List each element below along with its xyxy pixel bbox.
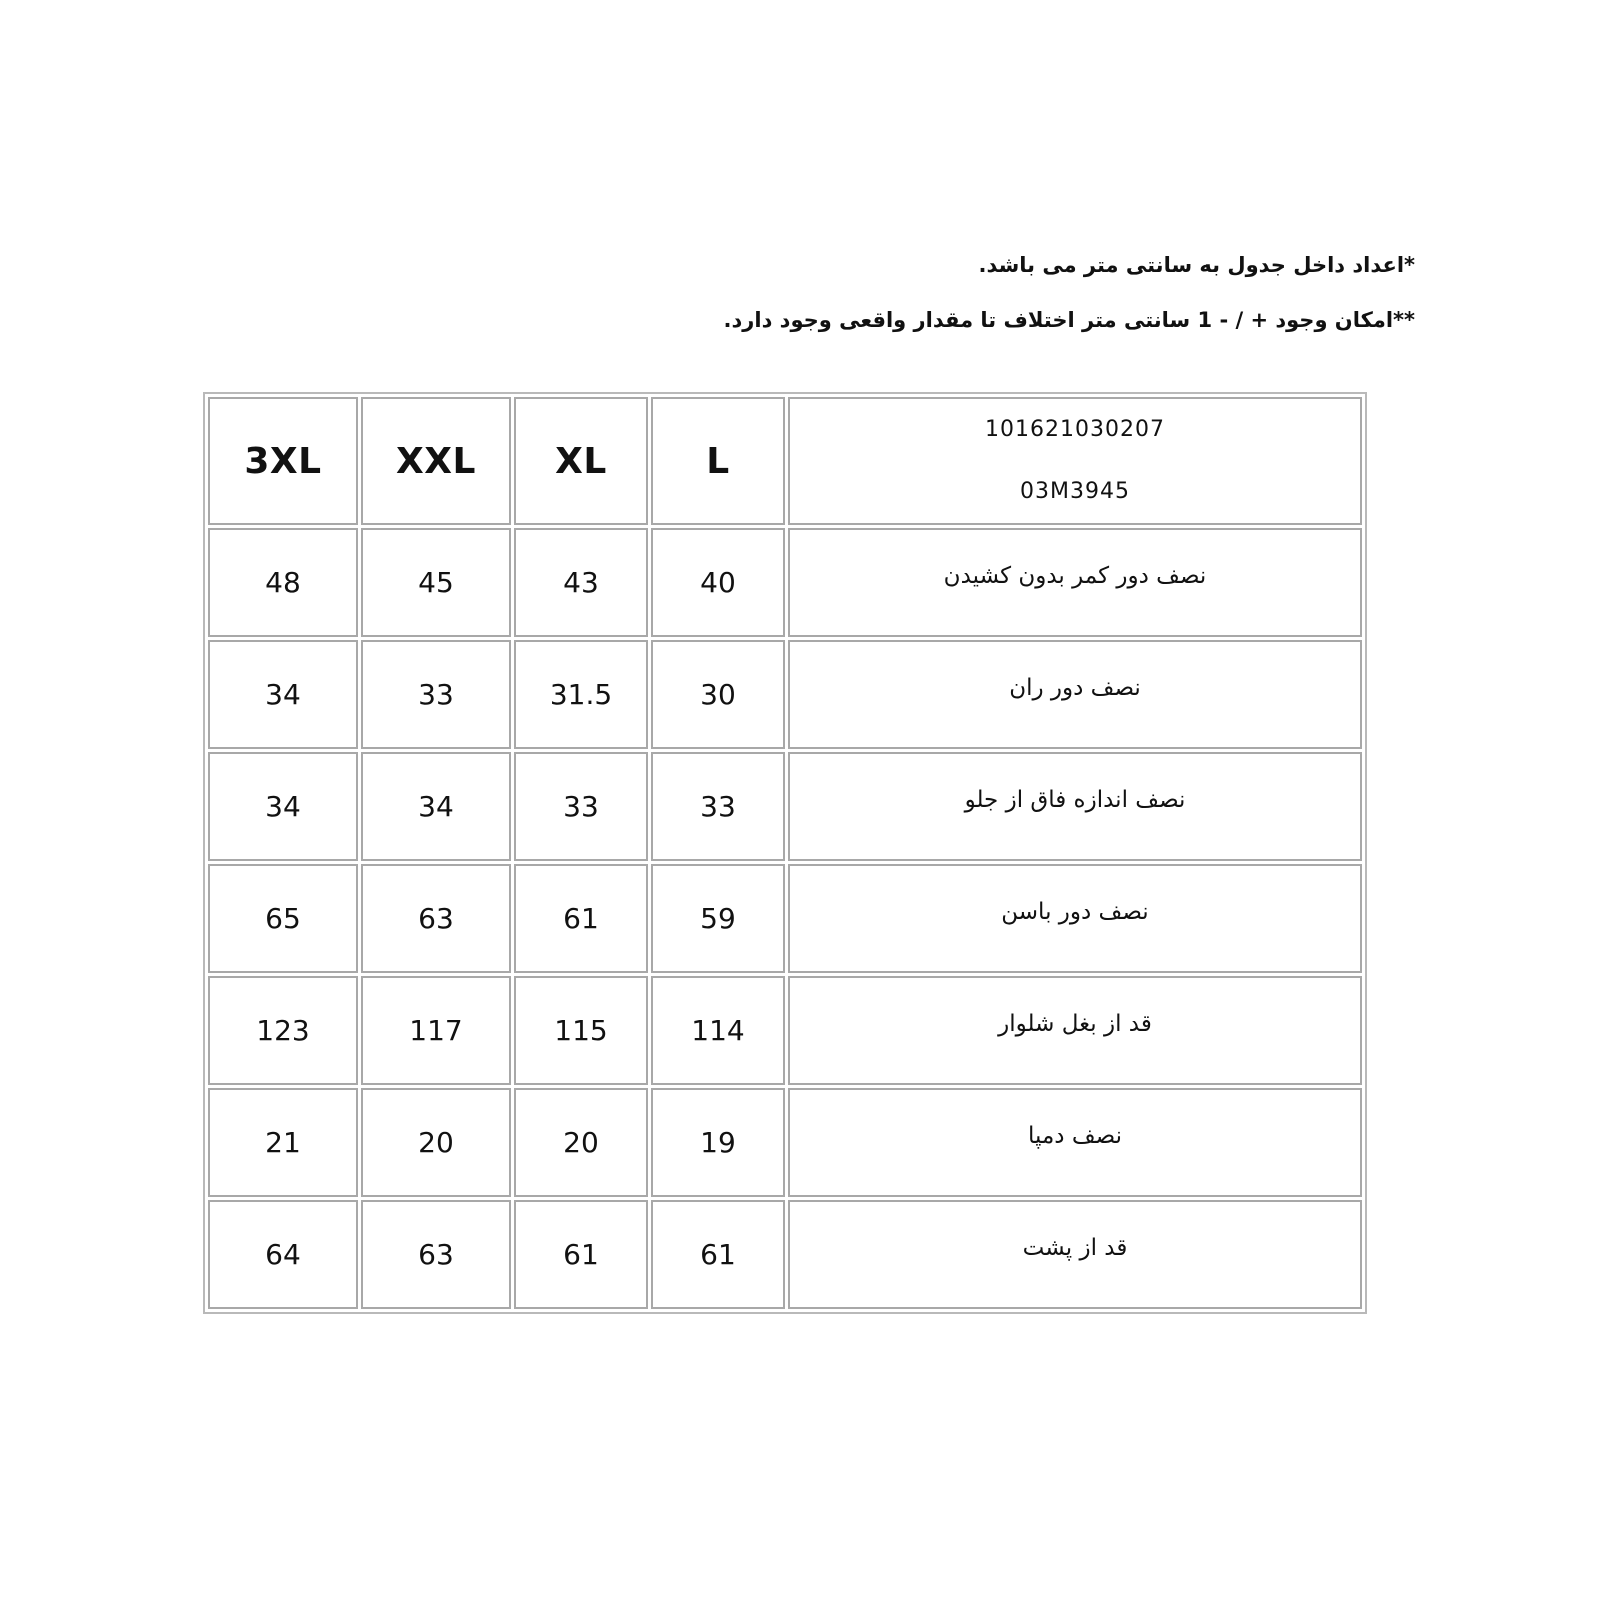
product-code-2: 03M3945: [1020, 479, 1130, 504]
value-xxl: 34: [361, 752, 511, 861]
row-label: نصف دور ران: [788, 640, 1362, 749]
row-label: نصف اندازه فاق از جلو: [788, 752, 1362, 861]
notes: [515, 238, 1415, 348]
table-row: [208, 528, 1362, 637]
value-xl: 31.5: [514, 640, 648, 749]
value-l: 40: [651, 528, 785, 637]
table-row: [208, 976, 1362, 1085]
table-row: [208, 1200, 1362, 1309]
size-table: [203, 392, 1367, 1314]
value-xxl: 117: [361, 976, 511, 1085]
note-tolerance: **امکان وجود + / - 1 سانتی متر اختلاف تا مقدار واقعی وجود دارد.: [723, 308, 1415, 332]
value-3xl: 48: [208, 528, 358, 637]
header-row: [208, 397, 1362, 525]
table-row: [208, 640, 1362, 749]
value-3xl: 123: [208, 976, 358, 1085]
size-header-l: L: [651, 397, 785, 525]
row-label: قد از بغل شلوار: [788, 976, 1362, 1085]
row-label: قد از پشت: [788, 1200, 1362, 1309]
value-3xl: 65: [208, 864, 358, 973]
value-xl: 43: [514, 528, 648, 637]
size-header-xl: XL: [514, 397, 648, 525]
product-code-1: 101621030207: [985, 417, 1165, 442]
table-row: [208, 752, 1362, 861]
product-code-cell: [788, 397, 1362, 525]
row-label: نصف دمپا: [788, 1088, 1362, 1197]
value-l: 59: [651, 864, 785, 973]
table-row: [208, 864, 1362, 973]
value-l: 33: [651, 752, 785, 861]
row-label: نصف دور کمر بدون کشیدن: [788, 528, 1362, 637]
value-l: 30: [651, 640, 785, 749]
size-header-xxl: XXL: [361, 397, 511, 525]
note-units: *اعداد داخل جدول به سانتی متر می باشد.: [978, 253, 1415, 277]
value-xl: 61: [514, 1200, 648, 1309]
value-xl: 33: [514, 752, 648, 861]
value-xl: 115: [514, 976, 648, 1085]
value-l: 61: [651, 1200, 785, 1309]
value-xxl: 63: [361, 864, 511, 973]
value-xxl: 63: [361, 1200, 511, 1309]
value-l: 114: [651, 976, 785, 1085]
value-xl: 61: [514, 864, 648, 973]
table-row: [208, 1088, 1362, 1197]
value-3xl: 21: [208, 1088, 358, 1197]
row-label: نصف دور باسن: [788, 864, 1362, 973]
value-xl: 20: [514, 1088, 648, 1197]
value-xxl: 45: [361, 528, 511, 637]
value-3xl: 34: [208, 752, 358, 861]
size-header-3xl: 3XL: [208, 397, 358, 525]
value-3xl: 64: [208, 1200, 358, 1309]
value-xxl: 33: [361, 640, 511, 749]
value-3xl: 34: [208, 640, 358, 749]
value-l: 19: [651, 1088, 785, 1197]
value-xxl: 20: [361, 1088, 511, 1197]
